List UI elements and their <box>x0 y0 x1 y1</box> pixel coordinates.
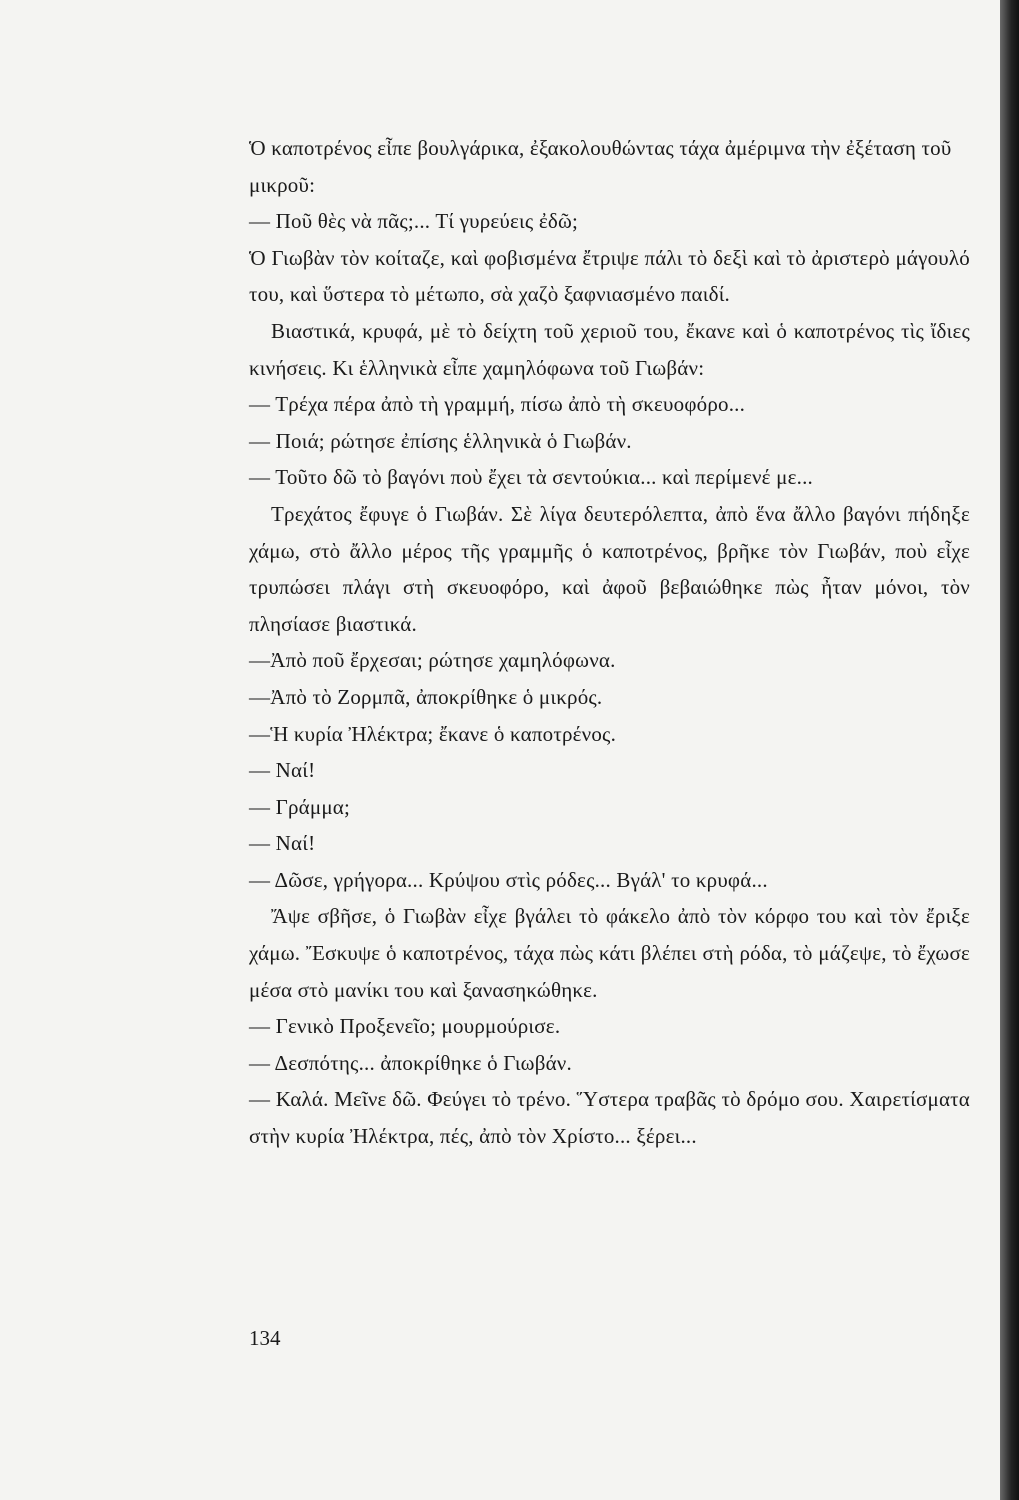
dialogue-line: — Ναί! <box>249 758 316 783</box>
page-number: 134 <box>249 1326 281 1350</box>
dialogue-line: —Ἀπὸ τὸ Ζορμπᾶ, ἀποκρίθηκε ὁ μικρός. <box>249 684 603 709</box>
dialogue-line: — Γράμμα; <box>249 794 351 819</box>
paragraph: Ἄψε σβῆσε, ὁ Γιωβὰν εἶχε βγάλει τὸ φάκελο ἀπὸ τὸν κόρφο του καὶ τὸν ἔριξε χάμω. Ἔσκυψε ὁ καποτρένος, τάχα πὼς κάτι βλέπει στὴ ρόδα, τὸ μάζεψε, τὸ ἔχωσε μέσα στὸ μανίκι του καὶ ξανασηκώθηκε. <box>249 904 970 1002</box>
dialogue-line: — Τοῦτο δῶ τὸ βαγόνι ποὺ ἔχει τὰ σεντούκια... καὶ περίμενέ με... <box>249 465 813 490</box>
dialogue-line: — Ναί! <box>249 831 316 856</box>
paragraph: Ὁ Γιωβὰν τὸν κοίταζε, καὶ φοβισμένα ἔτριψε πάλι τὸ δεξὶ καὶ τὸ ἀριστερὸ μάγουλό του, καὶ ὕστερα τὸ μέτωπο, σὰ χαζὸ ξαφνιασμένο παιδί. <box>249 245 970 307</box>
dialogue-line: —Ἀπὸ ποῦ ἔρχεσαι; ρώτησε χαμηλόφωνα. <box>249 648 616 673</box>
dialogue-line: — Γενικὸ Προξενεῖο; μουρμούρισε. <box>249 1014 561 1039</box>
paragraph: Βιαστικά, κρυφά, μὲ τὸ δείχτη τοῦ χεριοῦ του, ἔκανε καὶ ὁ καποτρένος τὶς ἴδιες κινήσεις. Κι ἑλληνικὰ εἶπε χαμηλόφωνα τοῦ Γιωβάν: <box>249 318 970 380</box>
dialogue-line: — Ποῦ θὲς νὰ πᾶς;... Τί γυρεύεις ἐδῶ; <box>249 209 579 234</box>
dialogue-line: — Τρέχα πέρα ἀπὸ τὴ γραμμή, πίσω ἀπὸ τὴ σκευοφόρο... <box>249 392 746 417</box>
page-edge-shadow <box>1000 0 1019 1500</box>
dialogue-line: — Καλά. Μεῖνε δῶ. Φεύγει τὸ τρένο. Ὕστερα τραβᾶς τὸ δρόμο σου. Χαιρετίσματα στὴν κυρία Ἠλέκτρα, πές, ἀπὸ τὸν Χρίστο... ξέρει... <box>249 1087 970 1149</box>
body-text <box>249 130 970 1155</box>
dialogue-line: —Ἡ κυρία Ἠλέκτρα; ἔκανε ὁ καποτρένος. <box>249 721 617 746</box>
paragraph: Τρεχάτος ἔφυγε ὁ Γιωβάν. Σὲ λίγα δευτερόλεπτα, ἀπὸ ἕνα ἄλλο βαγόνι πήδηξε χάμω, στὸ ἄλλο μέρος τῆς γραμμῆς ὁ καποτρένος, βρῆκε τὸν Γιωβάν, ποὺ εἶχε τρυπώσει πλάγι στὴ σκευοφόρο, καὶ ἀφοῦ βεβαιώθηκε πὼς ἦταν μόνοι, τὸν πλησίασε βιαστικά. <box>249 501 970 636</box>
paragraph: Ὁ καποτρένος εἶπε βουλγάρικα, ἐξακολουθώντας τάχα ἀμέριμνα τὴν ἐξέταση τοῦ μικροῦ: <box>249 136 952 197</box>
dialogue-line: — Ποιά; ρώτησε ἐπίσης ἑλληνικὰ ὁ Γιωβάν. <box>249 428 632 453</box>
dialogue-line: — Δῶσε, γρήγορα... Κρύψου στὶς ρόδες... Βγάλ' το κρυφά... <box>249 867 768 892</box>
dialogue-line: — Δεσπότης... ἀποκρίθηκε ὁ Γιωβάν. <box>249 1050 572 1075</box>
